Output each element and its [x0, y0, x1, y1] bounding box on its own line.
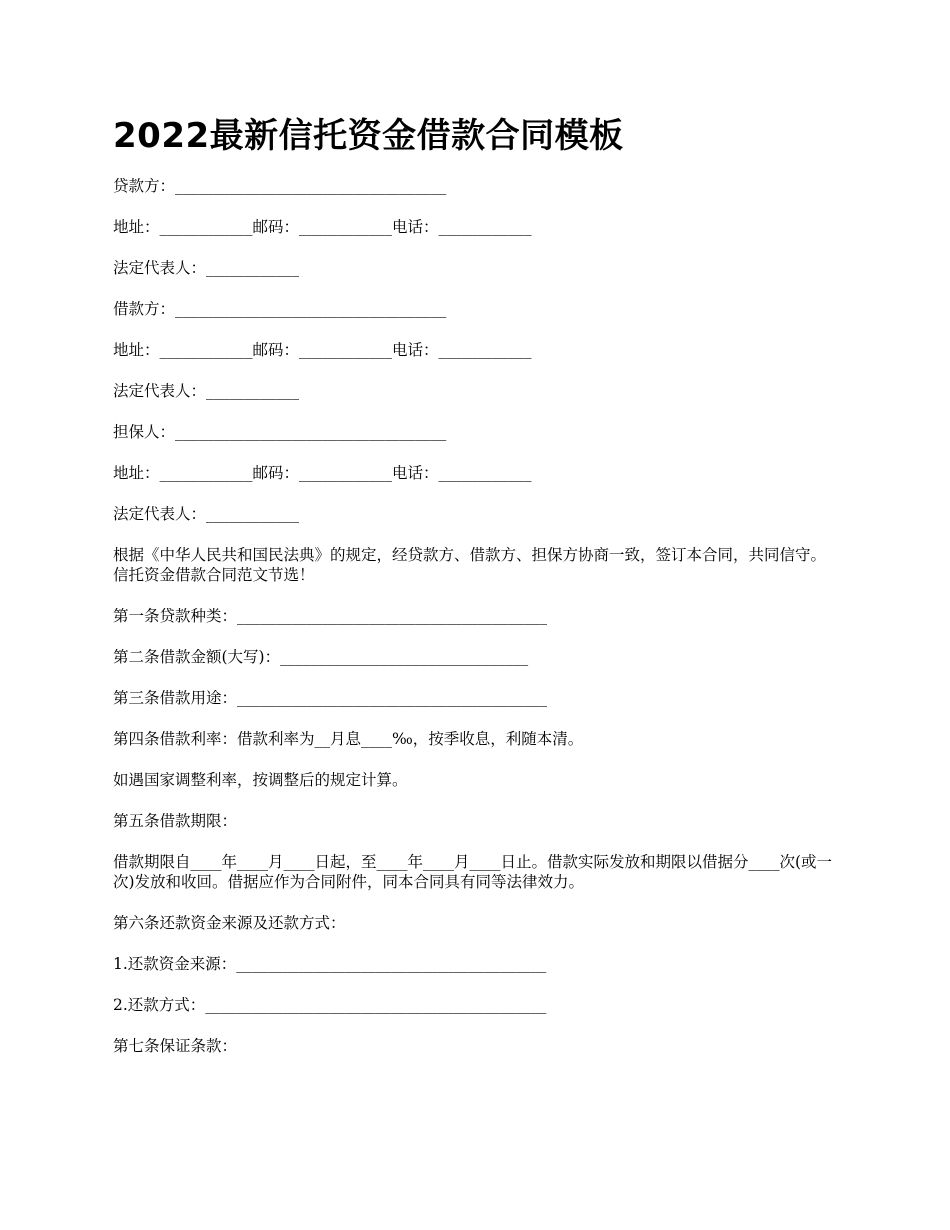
repayment-method-line: 2.还款方式：____________________________________________ — [113, 996, 547, 1014]
lender-representative-line: 法定代表人：____________ — [113, 259, 300, 277]
preamble-paragraph: 根据《中华人民共和国民法典》的规定，经贷款方、借款方、担保方协商一致，签订本合同，共同信守。信托资金借款合同范文节选！ — [113, 546, 827, 584]
article-4-line: 第四条借款利率：借款利率为__月息____‰，按季收息，利随本清。 — [113, 730, 584, 748]
document-page — [113, 112, 843, 1077]
article-5-heading: 第五条借款期限： — [113, 812, 238, 830]
lender-line: 贷款方：___________________________________ — [113, 177, 447, 195]
rate-adjustment-line: 如遇国家调整利率，按调整后的规定计算。 — [113, 771, 408, 789]
borrower-representative-line: 法定代表人：____________ — [113, 382, 300, 400]
borrower-line: 借款方：___________________________________ — [113, 300, 447, 318]
guarantor-line: 担保人：___________________________________ — [113, 423, 447, 441]
lender-address-line: 地址：____________邮码：____________电话：____________ — [113, 218, 532, 236]
guarantor-representative-line: 法定代表人：____________ — [113, 505, 300, 523]
article-6-heading: 第六条还款资金来源及还款方式： — [113, 914, 346, 932]
article-7-heading: 第七条保证条款： — [113, 1037, 238, 1055]
document-title: 2022最新信托资金借款合同模板 — [113, 116, 624, 156]
article-3-line: 第三条借款用途：________________________________________ — [113, 689, 548, 707]
article-1-line: 第一条贷款种类：________________________________________ — [113, 607, 548, 625]
guarantor-address-line: 地址：____________邮码：____________电话：____________ — [113, 464, 532, 482]
repayment-source-line: 1.还款资金来源：________________________________________ — [113, 955, 547, 973]
article-2-line: 第二条借款金额(大写)：________________________________ — [113, 648, 529, 666]
loan-term-paragraph: 借款期限自____年____月____日起，至____年____月____日止。借款实际发放和期限以借据分____次(或一次)发放和收回。借据应作为合同附件，同本合同具有同等法律效力。 — [113, 853, 833, 891]
borrower-address-line: 地址：____________邮码：____________电话：____________ — [113, 341, 532, 359]
